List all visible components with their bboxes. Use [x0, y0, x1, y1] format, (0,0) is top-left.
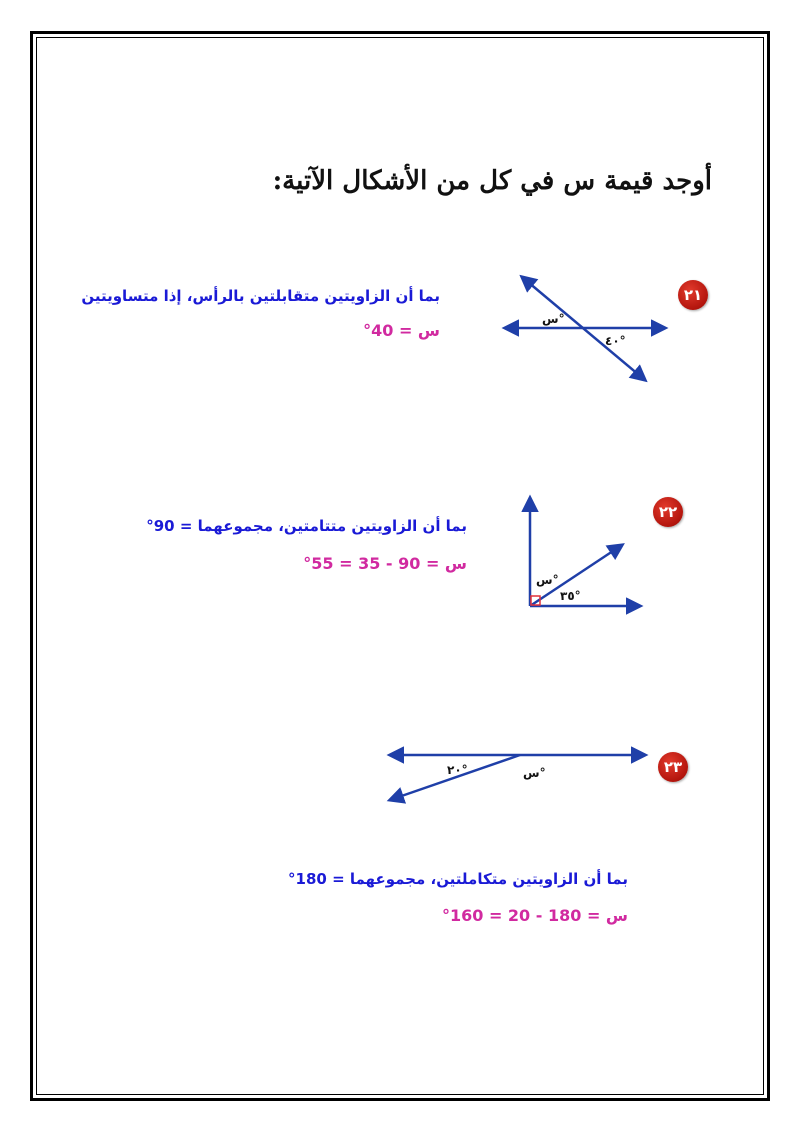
problem-21-angle-given-label: ٤٠° — [605, 334, 626, 348]
problem-23-angle-given-label: ٢٠° — [447, 763, 468, 777]
problem-21-number-badge: ٢١ — [678, 280, 708, 310]
page-heading: أوجد قيمة س في كل من الأشكال الآتية: — [272, 166, 712, 196]
problem-22-reason-text: بما أن الزاويتين متتامتين، مجموعهما = 90 — [153, 517, 467, 535]
problem-23-angle-x-label: س° — [523, 766, 546, 780]
problem-23-answer — [442, 906, 628, 925]
problem-22-angle-given-label: ٣٥° — [560, 589, 581, 603]
degree-symbol: ° — [363, 321, 372, 340]
degree-symbol: ° — [146, 517, 154, 535]
problem-23-diagonal-ray — [390, 755, 520, 800]
degree-symbol: ° — [441, 906, 450, 925]
problem-21-reason: بما أن الزاويتين متقابلتين بالرأس، إذا متساويتين — [81, 287, 440, 305]
problem-23-reason — [288, 870, 628, 888]
problem-23-number-badge: ٢٣ — [658, 752, 688, 782]
problem-23-answer-text: س = 180 - 20 = 160 — [449, 906, 628, 925]
problem-21-angle-x-label: س° — [542, 312, 565, 326]
problem-22-number-badge: ٢٢ — [653, 497, 683, 527]
problem-22-answer-text: س = 90 - 35 = 55 — [311, 554, 467, 573]
degree-symbol: ° — [303, 554, 312, 573]
problem-21-answer-text: س = 40 — [371, 321, 440, 340]
problem-23-reason-text: بما أن الزاويتين متكاملتين، مجموعهما = 180 — [295, 870, 628, 888]
degree-symbol: ° — [288, 870, 296, 888]
problem-22-angle-x-label: س° — [536, 573, 559, 587]
